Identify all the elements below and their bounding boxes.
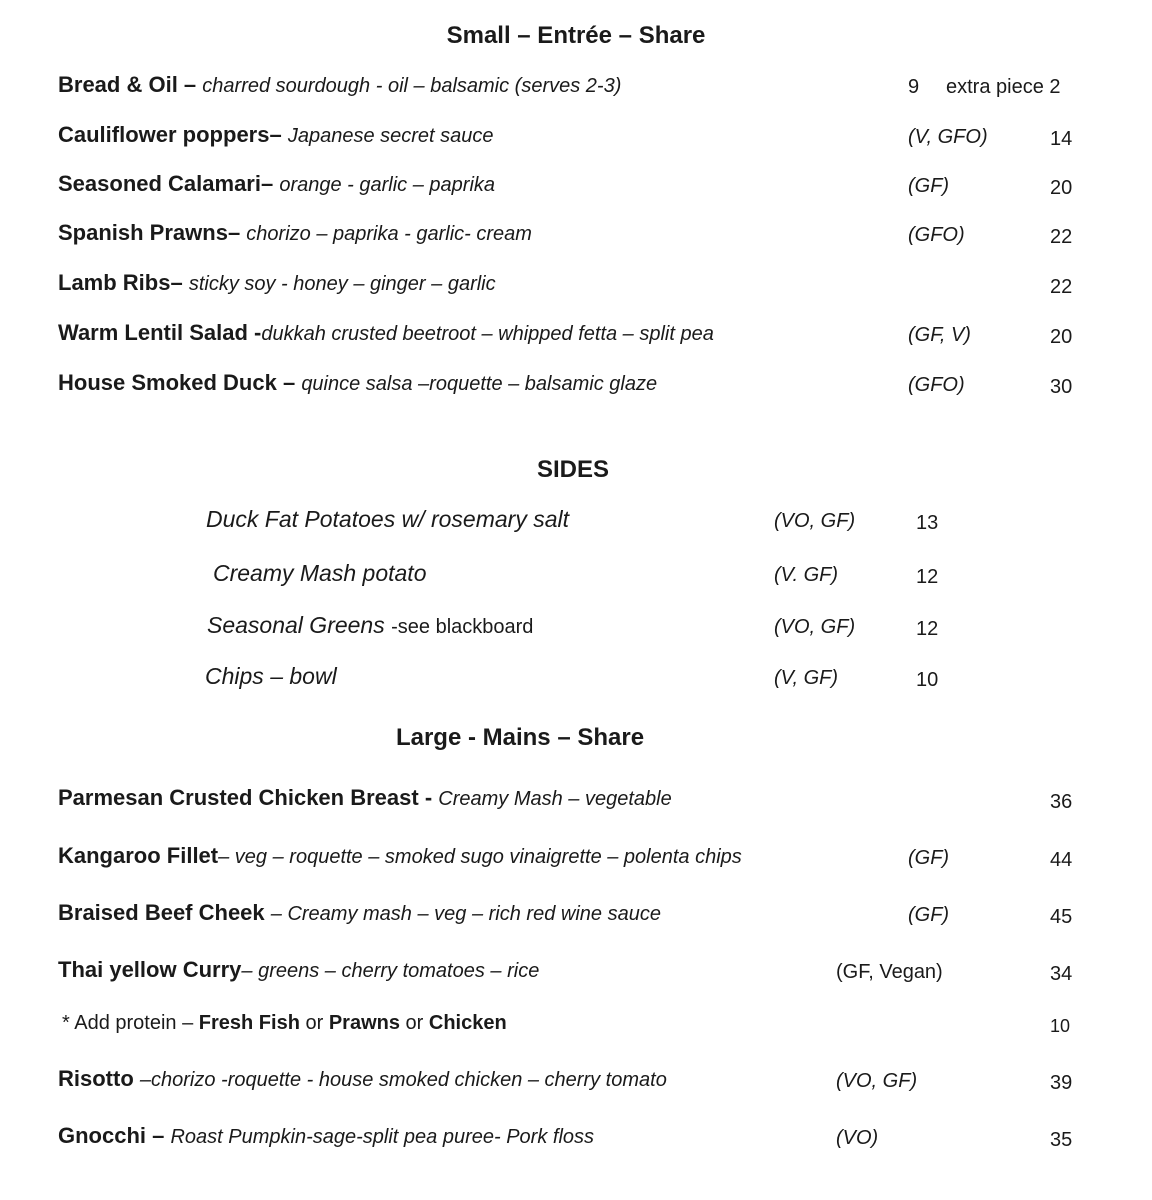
item-desc: – greens – cherry tomatoes – rice	[241, 960, 540, 982]
item-price: 9	[908, 76, 920, 98]
item-name: Gnocchi –	[58, 1123, 171, 1148]
item-tags: (GF)	[908, 847, 950, 869]
item-name: Braised Beef Cheek	[58, 900, 271, 925]
item-price: 14	[1050, 128, 1073, 150]
item-name: Lamb Ribs–	[58, 270, 189, 295]
item-desc: –chorizo -roquette - house smoked chicken – cherry tomato	[139, 1069, 667, 1091]
item-desc: chorizo – paprika - garlic- cream	[246, 223, 532, 245]
item-tags: (VO)	[836, 1127, 879, 1149]
item-tags: (GFO)	[908, 374, 965, 396]
item-desc: charred sourdough - oil – balsamic (serves 2-3)	[202, 75, 622, 97]
item-name: Thai yellow Curry	[58, 957, 242, 982]
menu-item	[0, 270, 1152, 310]
item-price: 22	[1050, 276, 1073, 298]
item-desc: sticky soy - honey – ginger – garlic	[188, 273, 496, 295]
heading-large: Large - Mains – Share	[395, 724, 645, 751]
side-tags: (V, GF)	[774, 667, 839, 689]
item-desc: dukkah crusted beetroot – whipped fetta – split pea	[261, 323, 714, 345]
item-price: 45	[1050, 906, 1073, 928]
item-name: Spanish Prawns–	[58, 220, 247, 245]
item-desc: Roast Pumpkin-sage-split pea puree- Pork floss	[170, 1126, 595, 1148]
item-tags: (GF, V)	[908, 324, 971, 346]
item-extra: extra piece 2	[946, 76, 1061, 98]
side-item	[0, 506, 1152, 546]
side-tags: (V. GF)	[774, 564, 839, 586]
side-note: -see blackboard	[391, 616, 534, 638]
side-tags: (VO, GF)	[774, 616, 856, 638]
menu-item	[0, 900, 1152, 940]
menu-item	[0, 785, 1152, 825]
item-desc: – Creamy mash – veg – rich red wine sauce	[270, 903, 661, 925]
side-item	[0, 560, 1152, 600]
menu-item	[0, 220, 1152, 260]
side-price: 13	[916, 512, 939, 534]
item-name: Warm Lentil Salad -	[58, 320, 262, 345]
item-desc: – veg – roquette – smoked sugo vinaigrette – polenta chips	[218, 846, 742, 868]
item-price: 22	[1050, 226, 1073, 248]
item-name: Kangaroo Fillet	[58, 843, 219, 868]
item-name: Parmesan Crusted Chicken Breast -	[58, 785, 439, 810]
side-tags: (VO, GF)	[774, 510, 856, 532]
menu-item	[0, 72, 1152, 112]
addon-prefix: * Add protein –	[62, 1012, 199, 1034]
heading-small: Small – Entrée – Share	[446, 22, 706, 49]
side-item	[0, 612, 1152, 652]
item-tags: (GF)	[908, 904, 950, 926]
item-tags: (GFO)	[908, 224, 965, 246]
addon-or: or	[299, 1012, 329, 1034]
side-name: Creamy Mash potato	[213, 560, 427, 586]
menu-item	[0, 122, 1152, 162]
side-name: Chips – bowl	[205, 663, 337, 689]
item-name: Cauliflower poppers–	[58, 122, 288, 147]
heading-sides: SIDES	[536, 456, 610, 483]
item-price: 44	[1050, 849, 1073, 871]
item-name: Seasoned Calamari–	[58, 171, 280, 196]
menu-item	[0, 1123, 1152, 1163]
menu-item	[0, 171, 1152, 211]
addon-option-fish: Fresh Fish	[198, 1012, 300, 1034]
addon-row	[0, 1012, 1152, 1052]
item-desc: quince salsa –roquette – balsamic glaze	[301, 373, 658, 395]
item-price: 34	[1050, 963, 1073, 985]
item-tags: (VO, GF)	[836, 1070, 918, 1092]
item-price: 36	[1050, 791, 1073, 813]
menu-item	[0, 1066, 1152, 1106]
side-name: Duck Fat Potatoes w/ rosemary salt	[206, 506, 570, 532]
addon-option-chicken: Chicken	[428, 1012, 507, 1034]
item-price: 20	[1050, 326, 1073, 348]
item-name: Bread & Oil –	[58, 72, 203, 97]
side-name: Seasonal Greens	[207, 612, 392, 638]
item-price: 35	[1050, 1129, 1073, 1151]
item-price: 30	[1050, 376, 1073, 398]
menu-item	[0, 843, 1152, 883]
item-price: 20	[1050, 177, 1073, 199]
item-desc: orange - garlic – paprika	[279, 174, 496, 196]
item-tags: (GF, Vegan)	[836, 961, 943, 983]
side-price: 10	[916, 669, 939, 691]
item-desc: Japanese secret sauce	[287, 125, 494, 147]
side-item	[0, 663, 1152, 703]
addon-or: or	[399, 1012, 429, 1034]
item-price: 39	[1050, 1072, 1073, 1094]
menu-item	[0, 370, 1152, 410]
item-name: House Smoked Duck –	[58, 370, 302, 395]
item-tags: (V, GFO)	[908, 126, 988, 148]
item-name: Risotto	[58, 1066, 140, 1091]
addon-price: 10	[1050, 1016, 1071, 1036]
menu-item	[0, 957, 1152, 997]
item-desc: Creamy Mash – vegetable	[438, 788, 672, 810]
item-tags: (GF)	[908, 175, 950, 197]
menu-item	[0, 320, 1152, 360]
side-price: 12	[916, 618, 939, 640]
addon-option-prawns: Prawns	[328, 1012, 400, 1034]
side-price: 12	[916, 566, 939, 588]
